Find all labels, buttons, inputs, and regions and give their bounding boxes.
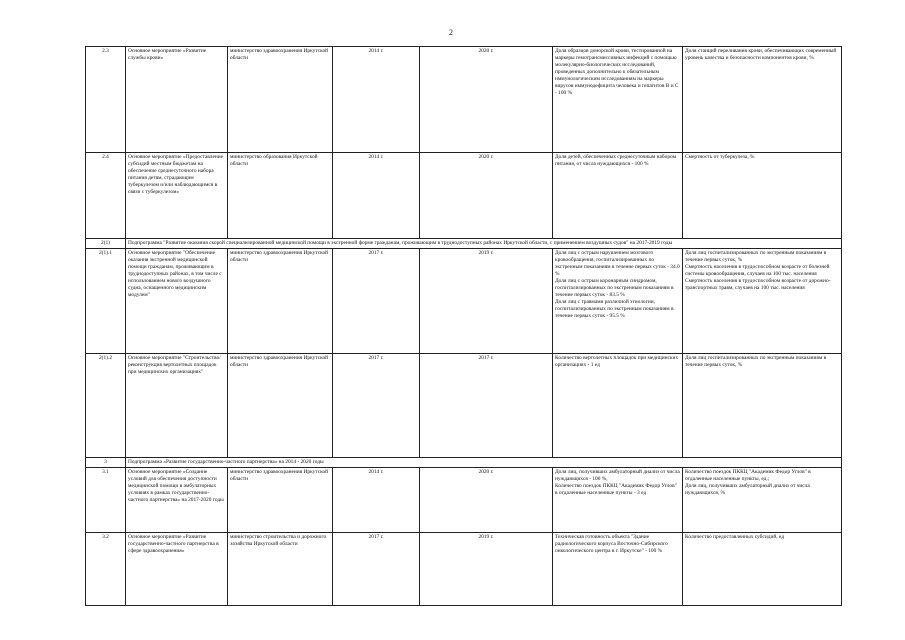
activity-cell: Основное мероприятие «Предоставление субсидий местным бюджетам на обеспечение среднесуточного набора питания детям, страдающим туберкулезом и/или наблюдающимся в связи с туберкулезом» [126,153,228,239]
end-year-cell: 2020 г. [420,47,553,153]
end-year-cell: 2019 г. [420,249,553,354]
executor-cell: министерство строительства и дорожного хозяйства Иркутской области [228,533,333,606]
executor-cell: министерство здравоохранения Иркутской области [228,468,333,533]
subprogram-title: Подпрограмма "Развитие оказания скорой специализированной медицинской помощи в экстренной форме гражданам, проживающим в труднодоступных районах Иркутской области, с применением воздушных судов" на 2017-2019 годы [126,239,842,249]
indicator-item: Смертность от туберкулеза, % [685,154,755,160]
indicator-item: Количество поездок ПККЦ "Академик Федор Углов" в отдаленные населенные пункты, ед.; [685,469,811,482]
start-year-cell: 2017 г. [333,249,420,354]
activity-cell: Основное мероприятие "Обеспечение оказания экстренной медицинской помощи гражданам, проживающим в труднодоступных районах, в том числе с использованием нового воздушного судна, оснащенного медицинским модулем" [126,249,228,354]
indicator-item: Доля лиц госпитализированных по экстренным показаниям в течение первых суток, % [685,250,827,263]
indicator-item: Доля лиц, получивших амбулаторный диализ от числа нуждающихся, % [685,483,810,496]
row-number: 3 [86,458,126,468]
result-item: Доля лиц, получивших амбулаторный диализ от числа нуждающихся - 100 %, [555,469,680,482]
start-year-cell: 2014 г. [333,47,420,153]
indicators-cell [683,468,842,533]
table-row [86,468,842,533]
result-item: Доля лиц с острым нарушением мозгового кровообращения, госпитализированных по экстренным показаниям в течение первых суток - 34.0 % [555,250,680,277]
row-number: 3.2 [86,533,126,606]
indicators-cell [683,153,842,239]
program-activities-table [85,46,842,606]
row-number: 3.1 [86,468,126,533]
end-year-cell: 2019 г. [420,533,553,606]
end-year-cell: 2017 г. [420,354,553,458]
row-number: 2.4 [86,153,126,239]
result-item: Количество поездок ПККЦ "Академик Федор Углов" в отдаленные населенные пункты - 3 ед [555,483,677,496]
start-year-cell: 2017 г. [333,354,420,458]
result-item: Техническая готовность объекта "Здание радиологического корпуса Восточно-Сибирского онкологического центра в г. Иркутске" - 100 % [555,534,668,554]
executor-cell: министерство здравоохранения Иркутской области [228,249,333,354]
results-cell [553,153,683,239]
result-item: Доля детей, обеспеченных среднесуточным набором питания, от числа нуждающихся - 100 % [555,154,677,167]
table-row [86,47,842,153]
indicator-item: Смертность населения в трудоспособном возрасте от дорожно-транспортных травм, случаев на 100 тыс. населения [685,278,831,291]
table-row [86,249,842,354]
end-year-cell: 2020 г. [420,153,553,239]
result-item: Доля лиц с острым коронарным синдромом, госпитализированных по экстренным показаниям в течение первых суток - 83.5 % [555,278,674,298]
indicator-item: Доля лиц госпитализированных по экстренным показаниям в течение первых суток, % [685,355,827,368]
result-item: Количество вертолетных площадок при медицинских организациях - 1 ед [555,355,679,368]
subprogram-header-row [86,239,842,249]
end-year-cell: 2020 г. [420,468,553,533]
indicator-item: Доля станций переливания крови, обеспечивающих современный уровень качества и безопасности компонентов крови, % [685,48,837,61]
executor-cell: министерство здравоохранения Иркутской области [228,47,333,153]
indicators-cell [683,47,842,153]
subprogram-header-row [86,458,842,468]
subprogram-title: Подпрограмма «Развитие государственно-частного партнерства» на 2014 - 2020 годы [126,458,842,468]
table-row [86,533,842,606]
row-number: 2(1) [86,239,126,249]
results-cell [553,533,683,606]
activity-cell: Основное мероприятие «Развитие государственно-частного партнерства в сфере здравоохранения» [126,533,228,606]
indicator-item: Количество предоставленных субсидий, ед [685,534,784,540]
table-row [86,354,842,458]
start-year-cell: 2014 г. [333,468,420,533]
results-cell [553,354,683,458]
results-cell [553,249,683,354]
indicators-cell [683,533,842,606]
executor-cell: министерство образования Иркутской области [228,153,333,239]
result-item: Доля образцов донорской крови, тестированной на маркеры гемотрансмиссивных инфекций с помощью молекулярно-биологических исследований, проведенных дополнительно к обязательным иммунологическим исследованиям на маркеры вирусов иммунодефицита человека и гепатитов В и С - 100 % [555,48,679,96]
indicators-cell [683,249,842,354]
indicator-item: Смертность населения в трудоспособном возрасте от болезней системы кровообращения, случаев на 100 тыс. населения [685,264,830,277]
indicators-cell [683,354,842,458]
table-row [86,153,842,239]
row-number: 2.3 [86,47,126,153]
activity-cell: Основное мероприятие «Создание условий для обеспечения доступности медицинской помощи в амбулаторных условиях в рамках государственно-частного партнерства» на 2017-2020 годы [126,468,228,533]
row-number: 2(1).1 [86,249,126,354]
results-cell [553,468,683,533]
activity-cell: Основное мероприятие «Развитие службы крови» [126,47,228,153]
results-cell [553,47,683,153]
result-item: Доля лиц с травмами различной этиологии, госпитализированных по экстренным показаниям в течение первых суток - 95.5 % [555,299,674,319]
row-number: 2(1).2 [86,354,126,458]
start-year-cell: 2017 г. [333,533,420,606]
start-year-cell: 2014 г. [333,153,420,239]
activity-cell: Основное мероприятие "Строительство/реконструкция вертолетных площадок при медицинских организациях" [126,354,228,458]
page-number: 2 [449,28,453,37]
executor-cell: министерство здравоохранения Иркутской области [228,354,333,458]
